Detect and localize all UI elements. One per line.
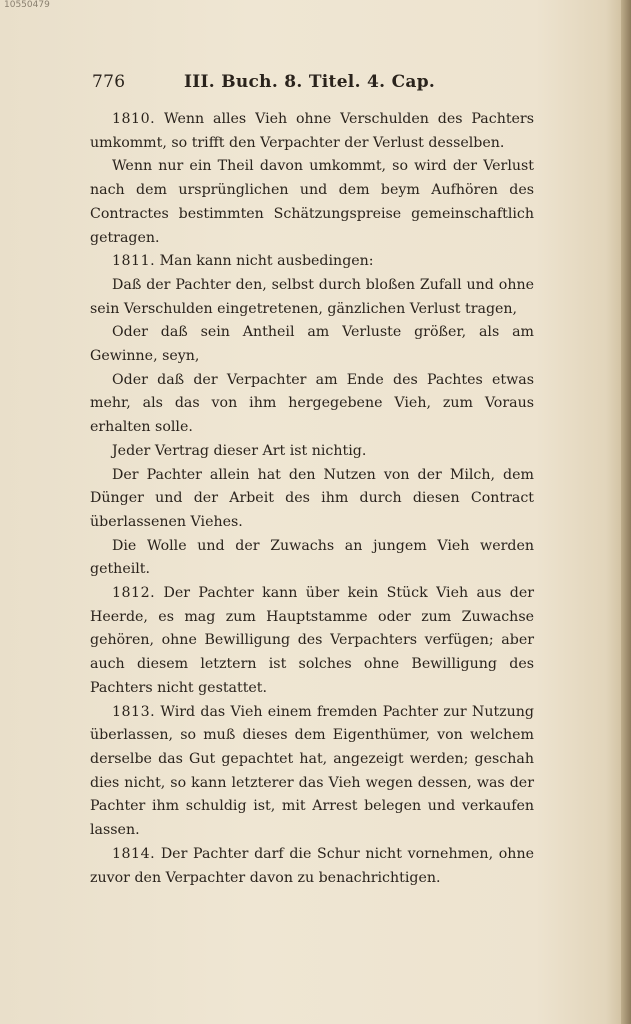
paragraph-text: Daß der Pachter den, selbst durch bloßen Zufall und ohne sein Verschulden eingetretenen, gänzlichen Verlust tragen, xyxy=(90,276,534,317)
paragraph xyxy=(90,274,534,321)
section-number: 1813. xyxy=(112,703,156,720)
paragraph-text: Man kann nicht ausbedingen: xyxy=(159,253,374,270)
section-number: 1810. xyxy=(112,111,156,127)
page-edge xyxy=(621,0,631,1024)
paragraph xyxy=(90,155,534,250)
paragraph xyxy=(90,321,534,368)
section-number: 1812. xyxy=(112,585,156,602)
paragraph xyxy=(90,535,534,582)
section-number: 1811. xyxy=(112,253,156,270)
paragraph xyxy=(90,369,534,440)
paragraph xyxy=(90,843,534,890)
paragraph-text: Der Pachter allein hat den Nutzen von der Milch, dem Dünger und der Arbeit des ihm durch diesen Contract überlassenen Viehes. xyxy=(90,466,534,530)
page-body xyxy=(90,108,534,890)
paragraph xyxy=(90,250,534,274)
paragraph xyxy=(90,701,534,843)
running-head: III. Buch. 8. Titel. 4. Cap. xyxy=(184,72,436,92)
paragraph-text: Oder daß der Verpachter am Ende des Pachtes etwas mehr, als das von ihm hergegebene Vieh, zum Voraus erhalten solle. xyxy=(90,371,534,436)
library-stamp: 10550479 xyxy=(4,0,50,10)
paragraph-text: Die Wolle und der Zuwachs an jungem Vieh werden getheilt. xyxy=(90,537,534,578)
paragraph-text: Wenn alles Vieh ohne Verschulden des Pachters umkommt, so trifft den Verpachter der Verlust desselben. xyxy=(90,111,534,151)
paragraph-text: Oder daß sein Antheil am Verluste größer, als am Gewinne, seyn, xyxy=(90,324,534,365)
page-number: 776 xyxy=(92,72,126,92)
paragraph xyxy=(90,582,534,701)
paragraph xyxy=(90,440,534,464)
paragraph xyxy=(90,108,534,155)
paragraph-text: Wenn nur ein Theil davon umkommt, so wird der Verlust nach dem ursprünglichen und dem beym Aufhören des Contractes bestimmten Schätzungspreise gemeinschaftlich getragen. xyxy=(90,158,534,246)
paragraph-text: Der Pachter kann über kein Stück Vieh aus der Heerde, es mag zum Hauptstamme oder zum Zuwachse gehören, ohne Bewilligung des Verpachters verfügen; aber auch diesem letztern ist solches ohne Bewilligung des Pachters nicht gestattet. xyxy=(90,585,534,696)
paragraph-text: Der Pachter darf die Schur nicht vornehmen, ohne zuvor den Verpachter davon zu benachrichtigen. xyxy=(90,845,534,886)
section-number: 1814. xyxy=(112,845,156,862)
paragraph-text: Jeder Vertrag dieser Art ist nichtig. xyxy=(112,442,367,459)
paragraph-text: Wird das Vieh einem fremden Pachter zur Nutzung überlassen, so muß dieses dem Eigenthümer, von welchem derselbe das Gut gepachtet hat, angezeigt werden; geschah dies nicht, so kann letzterer das Vieh wegen dessen, was der Pachter ihm schuldig ist, mit Arrest belegen und verkaufen lassen. xyxy=(90,703,535,839)
paragraph xyxy=(90,464,534,535)
